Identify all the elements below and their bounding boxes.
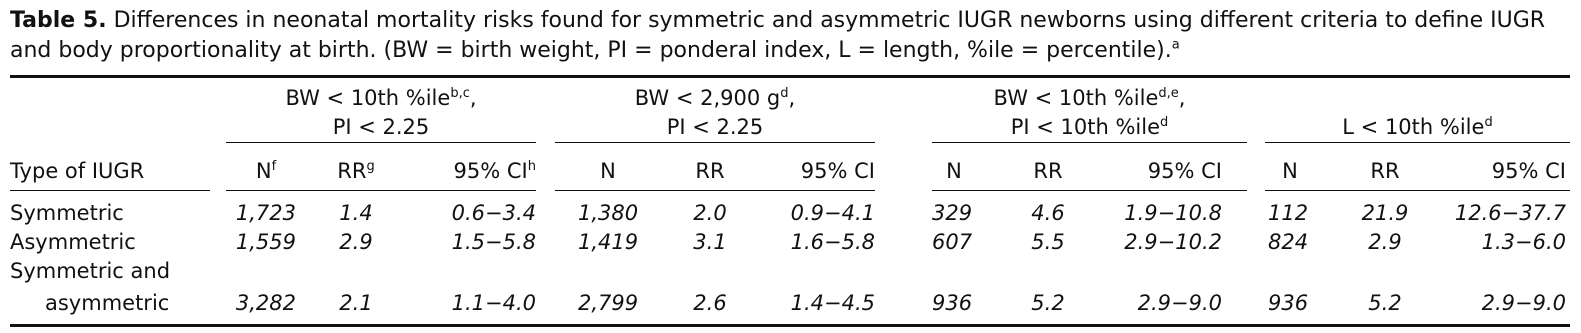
col-header-rr: RR [1033,159,1063,183]
cell-rr: 2.9 [339,230,373,254]
cell-n: 1,419 [578,230,639,254]
cell-n: 329 [932,201,973,225]
cell-ci: 2.9−9.0 [1137,291,1222,315]
group-3-header: BW < 10th %ile$^{d,e}$, PI < 10th %ile$^d$ [993,86,1186,139]
cell-rr: 2.9 [1368,230,1402,254]
group-4-header: L < 10th %ile$^d$ [1342,115,1493,139]
col-header-ci: 95% $CI^h$ [453,159,536,183]
cell-ci: 0.6−3.4 [451,201,536,225]
cell-n: 824 [1268,230,1309,254]
cell-rr: 5.5 [1031,230,1065,254]
cell-ci: 1.4−4.5 [790,291,875,315]
group-3-rule [932,142,1247,143]
col-header-rr: RR [695,159,725,183]
cell-ci: 0.9−4.1 [790,201,875,225]
col-header-n: $N^f$ [255,159,277,183]
cell-rr: 5.2 [1368,291,1402,315]
group-2-rule [555,142,875,143]
row-label: Asymmetric [10,230,136,254]
cell-ci: 2.9−9.0 [1481,291,1566,315]
group-1-header: BW < 10th %ile$^{b,c}$, PI < 2.25 [285,86,477,139]
cell-ci: 1.5−5.8 [451,230,536,254]
cell-n: 936 [1268,291,1309,315]
cell-rr: 3.1 [693,230,727,254]
cell-n: 3,282 [235,291,296,315]
cell-n: 1,723 [235,201,296,225]
cell-rr: 2.6 [693,291,727,315]
cell-ci: 2.9−10.2 [1124,230,1222,254]
stub-header: Type of IUGR [10,159,145,183]
table-caption [10,6,1575,66]
col-header-n: N [1282,159,1298,183]
row-label-continuation: asymmetric [45,291,170,315]
col-header-rr: RR [1370,159,1400,183]
col-header-n: N [946,159,962,183]
colhead-rule-1 [226,190,536,191]
table-top-rule [10,75,1570,78]
caption-footnote-mark: a [1171,37,1180,53]
cell-ci: 12.6−37.7 [1454,201,1566,225]
cell-rr: 2.1 [339,291,373,315]
group-2-header: BW < 2,900 $g^d$, PI < 2.25 [634,86,796,139]
cell-n: 936 [932,291,973,315]
cell-rr: 4.6 [1031,201,1065,225]
colhead-rule-4 [1265,190,1570,191]
col-header-rr: $RR^g$ [337,159,375,183]
col-header-ci: 95% CI [1491,159,1566,183]
cell-rr: 21.9 [1361,201,1409,225]
colhead-rule-3 [932,190,1247,191]
cell-n: 607 [932,230,973,254]
colhead-rule-stub [10,190,210,191]
cell-rr: 5.2 [1031,291,1065,315]
col-header-n: N [600,159,616,183]
col-header-ci: 95% CI [1147,159,1222,183]
colhead-rule-2 [555,190,875,191]
row-label: Symmetric [10,201,124,225]
cell-ci: 1.1−4.0 [451,291,536,315]
cell-ci: 1.6−5.8 [790,230,875,254]
group-1-rule [226,142,536,143]
cell-ci: 1.3−6.0 [1481,230,1566,254]
table-label: Table 5. [10,8,107,33]
cell-n: 1,559 [235,230,296,254]
cell-n: 2,799 [578,291,639,315]
table-bottom-rule [10,324,1570,327]
caption-text: Differences in neonatal mortality risks found for symmetric and asymmetric IUGR newborns using different criteria to define IUGR and body proportionality at birth. (BW = birth weight, PI = ponderal index, L = length, %ile = percentile). [10,8,1546,63]
cell-n: 1,380 [578,201,639,225]
row-label: Symmetric and [10,259,171,283]
group-4-rule [1265,142,1570,143]
cell-n: 112 [1268,201,1309,225]
cell-rr: 1.4 [339,201,373,225]
cell-ci: 1.9−10.8 [1124,201,1222,225]
col-header-ci: 95% CI [800,159,875,183]
cell-rr: 2.0 [693,201,727,225]
